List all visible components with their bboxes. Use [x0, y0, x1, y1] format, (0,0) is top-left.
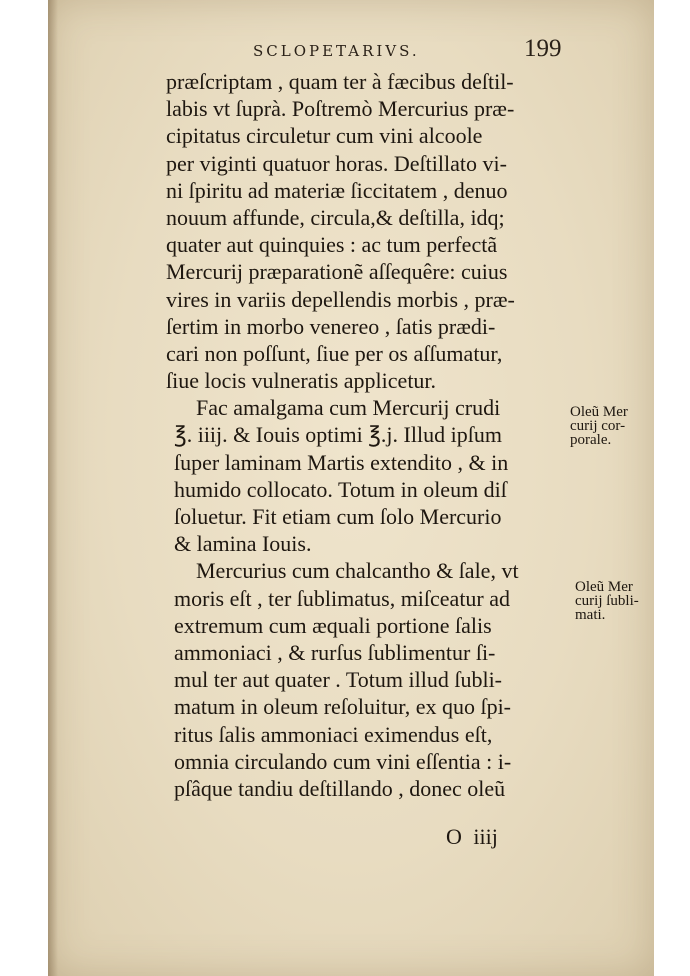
paragraph-start-line: Mercurius cum chalcantho & ſale, vt: [196, 558, 519, 584]
text-line: omnia circulando cum vini eſſentia : i-: [174, 748, 512, 774]
margin-note-line: curij cor-: [570, 418, 626, 434]
main-text-block: [166, 68, 586, 802]
text-line: extremum cum æquali portione ſalis: [174, 612, 492, 638]
text-line: nouum affunde, circula,& deſtilla, idq;: [166, 204, 505, 230]
margin-note-oleum-sublimati: [575, 580, 639, 622]
signature-mark: O iiij: [446, 824, 498, 849]
text-line: pſâque tandiu deſtillando , donec oleũ: [174, 775, 506, 801]
text-line: ſertim in morbo venereo , ſatis prædi-: [166, 313, 496, 339]
text-line: ritus ſalis ammoniaci eximendus eſt,: [174, 721, 493, 747]
text-line: ℥. iiij. & Iouis optimi ℥.j. Illud ipſum: [174, 422, 502, 448]
text-line: mul ter aut quater . Totum illud ſubli-: [174, 667, 503, 693]
text-line: matum in oleum reſoluitur, ex quo ſpi-: [174, 694, 512, 720]
margin-note-line: mati.: [575, 607, 606, 623]
text-line: ſuper laminam Martis extendito , & in: [174, 449, 509, 475]
book-page: [48, 0, 654, 976]
text-line: & lamina Iouis.: [174, 531, 312, 557]
text-line: per viginti quatuor horas. Deſtillato vi-: [166, 150, 507, 176]
running-title: SCLOPETARIVS.: [253, 42, 420, 60]
text-line: ſoluetur. Fit etiam cum ſolo Mercurio: [174, 504, 502, 529]
paragraph-start-line: Fac amalgama cum Mercurij crudi: [196, 395, 501, 421]
text-line: præſcriptam , quam ter à fæcibus deſtil-: [166, 69, 514, 94]
text-line: humido collocato. Totum in oleum diſ: [174, 476, 507, 502]
text-line: vires in variis depellendis morbis , præ-: [166, 286, 515, 312]
text-line: quater aut quinquies : ac tum perfectã: [166, 232, 498, 258]
text-line: ni ſpiritu ad materiæ ſiccitatem , denuo: [166, 177, 508, 203]
text-line: cari non poſſunt, ſiue per os aſſumatur,: [166, 340, 503, 366]
text-line: ammoniaci , & rurſus ſublimentur ſi-: [174, 639, 496, 665]
text-line: ſiue locis vulneratis applicetur.: [166, 368, 437, 394]
text-line: cipitatus circuletur cum vini alcoole: [166, 123, 483, 149]
text-line: labis vt ſuprà. Poſtremò Mercurius præ-: [166, 96, 515, 122]
text-line: Mercurij præparationẽ aſſequêre: cuius: [166, 259, 508, 285]
text-line: moris eſt , ter ſublimatus, miſceatur ad: [174, 585, 511, 611]
page-number: 199: [524, 35, 562, 62]
margin-note-line: porale.: [570, 432, 612, 448]
margin-note-line: Oleũ Mer: [570, 404, 628, 420]
margin-note-line: Oleũ Mer: [575, 579, 633, 595]
margin-note-oleum-corporale: [570, 405, 628, 447]
margin-note-line: curij ſubli-: [575, 593, 639, 609]
